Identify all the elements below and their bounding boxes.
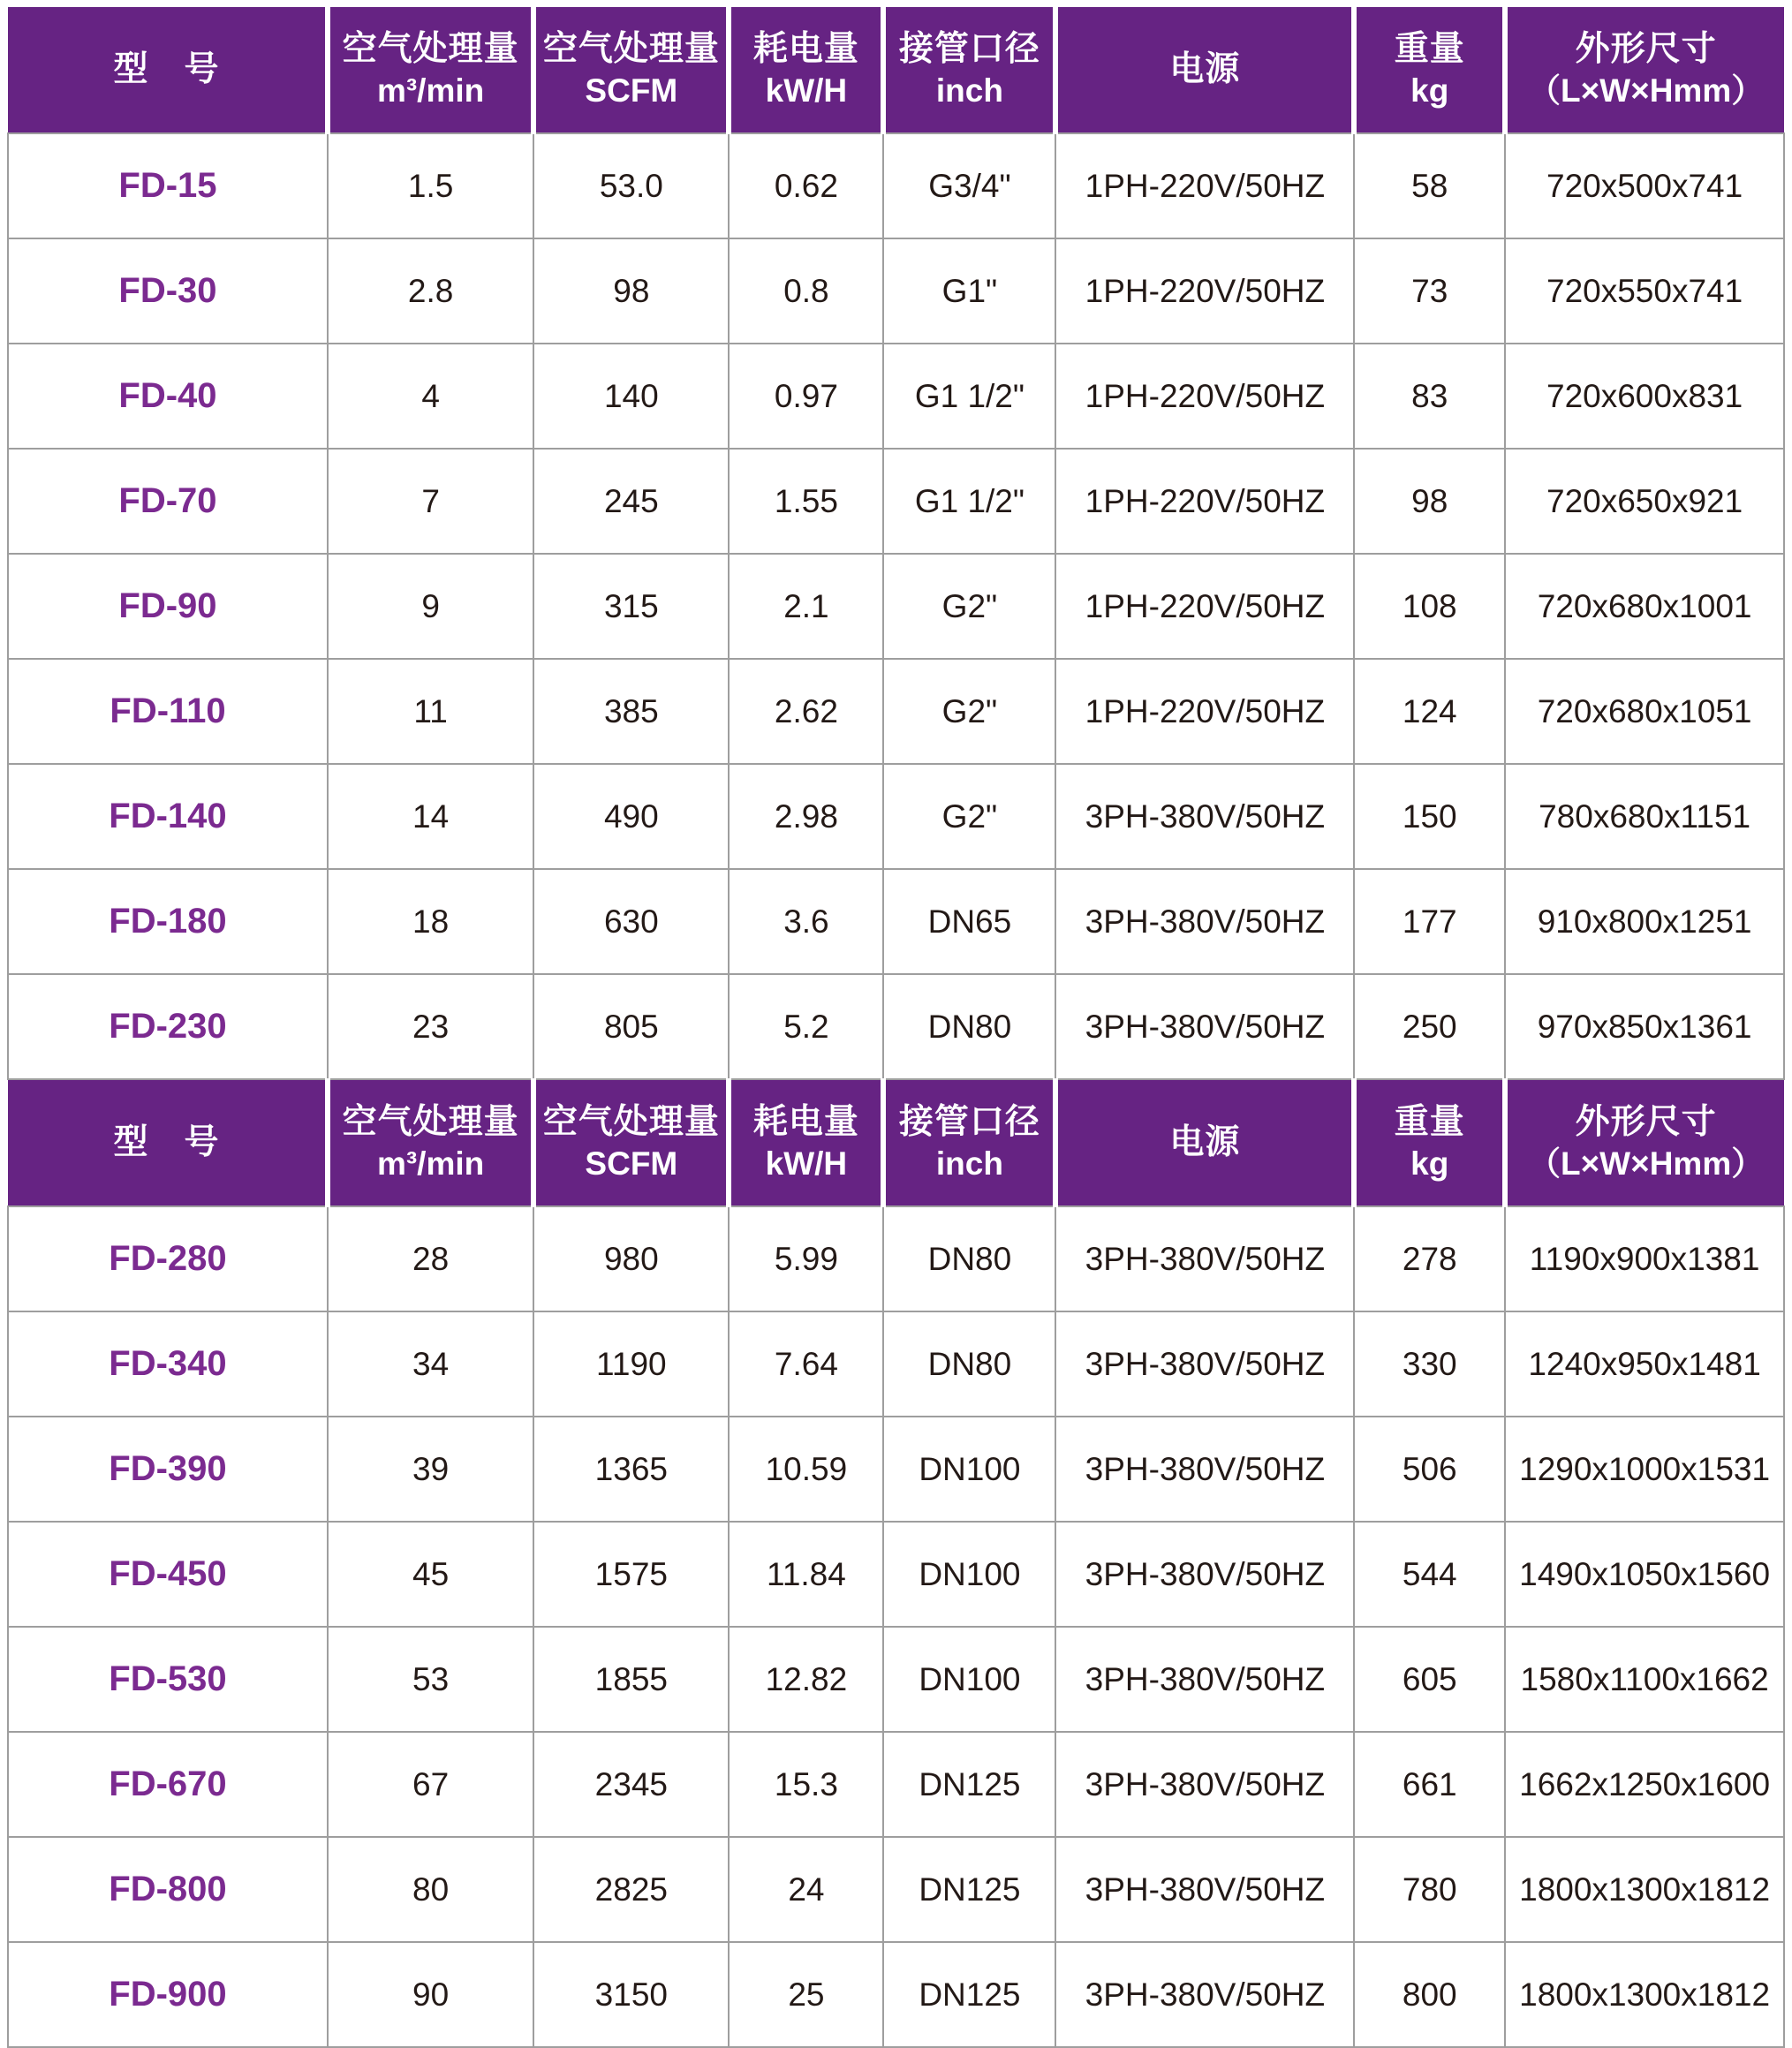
cell-air-flow-scfm: 315	[533, 554, 729, 659]
header-cell-pipe-size	[883, 1079, 1055, 1206]
header-cell-power-supply	[1055, 7, 1354, 133]
cell-dimensions: 1800x1300x1812	[1505, 1942, 1784, 2047]
cell-weight: 83	[1354, 344, 1505, 449]
table-row	[8, 1732, 1784, 1837]
table-row	[8, 238, 1784, 344]
header-unit-label: inch	[935, 1145, 1003, 1183]
cell-model: FD-15	[8, 133, 328, 238]
header-unit-label: m³/min	[376, 1145, 485, 1183]
cell-power-consumption: 7.64	[729, 1311, 883, 1417]
cell-dimensions: 780x680x1151	[1505, 764, 1784, 869]
cell-weight: 250	[1354, 974, 1505, 1079]
table-row	[8, 1417, 1784, 1522]
cell-dimensions: 1240x950x1481	[1505, 1311, 1784, 1417]
cell-dimensions: 1190x900x1381	[1505, 1206, 1784, 1311]
cell-air-flow-scfm: 980	[533, 1206, 729, 1311]
cell-weight: 150	[1354, 764, 1505, 869]
cell-power-consumption: 2.62	[729, 659, 883, 764]
header-cell-power-consumption	[729, 1079, 883, 1206]
cell-power-supply: 3PH-380V/50HZ	[1055, 869, 1354, 974]
header-cell-dimensions	[1505, 7, 1784, 133]
cell-dimensions: 720x680x1051	[1505, 659, 1784, 764]
cell-model: FD-180	[8, 869, 328, 974]
cell-pipe-size: DN100	[883, 1522, 1055, 1627]
header-label: 耗电量	[752, 1102, 859, 1141]
cell-weight: 278	[1354, 1206, 1505, 1311]
cell-pipe-size: DN65	[883, 869, 1055, 974]
table-row	[8, 974, 1784, 1079]
cell-air-flow-m3min: 4	[328, 344, 533, 449]
cell-model: FD-900	[8, 1942, 328, 2047]
cell-model: FD-230	[8, 974, 328, 1079]
header-row	[8, 7, 1784, 133]
cell-power-supply: 1PH-220V/50HZ	[1055, 554, 1354, 659]
cell-power-consumption: 5.99	[729, 1206, 883, 1311]
header-unit-label: m³/min	[376, 72, 485, 110]
cell-air-flow-m3min: 53	[328, 1627, 533, 1732]
cell-weight: 58	[1354, 133, 1505, 238]
cell-air-flow-m3min: 45	[328, 1522, 533, 1627]
cell-pipe-size: DN80	[883, 974, 1055, 1079]
cell-air-flow-scfm: 3150	[533, 1942, 729, 2047]
cell-air-flow-m3min: 7	[328, 449, 533, 554]
header-row	[8, 1079, 1784, 1206]
header-cell-weight	[1354, 1079, 1505, 1206]
cell-model: FD-670	[8, 1732, 328, 1837]
cell-air-flow-scfm: 2345	[533, 1732, 729, 1837]
table-row	[8, 554, 1784, 659]
cell-model: FD-800	[8, 1837, 328, 1942]
cell-power-consumption: 2.1	[729, 554, 883, 659]
header-unit-label: kg	[1410, 72, 1449, 110]
cell-dimensions: 720x650x921	[1505, 449, 1784, 554]
cell-power-consumption: 0.97	[729, 344, 883, 449]
cell-weight: 661	[1354, 1732, 1505, 1837]
cell-air-flow-scfm: 490	[533, 764, 729, 869]
cell-power-supply: 3PH-380V/50HZ	[1055, 1417, 1354, 1522]
cell-air-flow-scfm: 245	[533, 449, 729, 554]
cell-dimensions: 1800x1300x1812	[1505, 1837, 1784, 1942]
cell-model: FD-90	[8, 554, 328, 659]
cell-model: FD-140	[8, 764, 328, 869]
cell-weight: 800	[1354, 1942, 1505, 2047]
cell-power-consumption: 2.98	[729, 764, 883, 869]
header-label: 空气处理量	[342, 1102, 519, 1141]
table-row	[8, 1942, 1784, 2047]
header-label: 型 号	[113, 1122, 220, 1161]
cell-pipe-size: DN125	[883, 1942, 1055, 2047]
cell-power-supply: 3PH-380V/50HZ	[1055, 764, 1354, 869]
table-row	[8, 1837, 1784, 1942]
header-unit-label: （L×W×Hmm）	[1527, 72, 1765, 110]
cell-power-supply: 1PH-220V/50HZ	[1055, 133, 1354, 238]
cell-pipe-size: DN80	[883, 1206, 1055, 1311]
cell-pipe-size: G2"	[883, 659, 1055, 764]
cell-power-supply: 3PH-380V/50HZ	[1055, 1942, 1354, 2047]
cell-weight: 780	[1354, 1837, 1505, 1942]
cell-power-consumption: 0.62	[729, 133, 883, 238]
header-cell-dimensions	[1505, 1079, 1784, 1206]
cell-power-supply: 1PH-220V/50HZ	[1055, 449, 1354, 554]
header-unit-label: SCFM	[585, 1145, 678, 1183]
cell-air-flow-m3min: 28	[328, 1206, 533, 1311]
cell-dimensions: 720x680x1001	[1505, 554, 1784, 659]
table-row	[8, 659, 1784, 764]
header-cell-air-flow-m3min	[328, 7, 533, 133]
header-label: 电源	[1169, 1122, 1241, 1161]
cell-air-flow-scfm: 140	[533, 344, 729, 449]
cell-power-supply: 3PH-380V/50HZ	[1055, 1837, 1354, 1942]
cell-power-supply: 1PH-220V/50HZ	[1055, 238, 1354, 344]
header-label: 外形尺寸	[1575, 29, 1717, 68]
cell-pipe-size: G1"	[883, 238, 1055, 344]
cell-model: FD-450	[8, 1522, 328, 1627]
header-label: 型 号	[113, 49, 220, 88]
header-cell-air-flow-m3min	[328, 1079, 533, 1206]
header-cell-power-consumption	[729, 7, 883, 133]
table-row	[8, 764, 1784, 869]
cell-air-flow-scfm: 385	[533, 659, 729, 764]
cell-model: FD-40	[8, 344, 328, 449]
cell-air-flow-scfm: 1190	[533, 1311, 729, 1417]
cell-air-flow-scfm: 1365	[533, 1417, 729, 1522]
cell-air-flow-scfm: 805	[533, 974, 729, 1079]
table-row	[8, 1206, 1784, 1311]
cell-power-supply: 3PH-380V/50HZ	[1055, 1732, 1354, 1837]
cell-air-flow-m3min: 23	[328, 974, 533, 1079]
cell-power-consumption: 5.2	[729, 974, 883, 1079]
cell-model: FD-30	[8, 238, 328, 344]
header-cell-model	[8, 1079, 328, 1206]
cell-dimensions: 720x600x831	[1505, 344, 1784, 449]
header-label: 接管口径	[898, 29, 1040, 68]
table-row	[8, 869, 1784, 974]
header-unit-label: kW/H	[765, 1145, 848, 1183]
cell-power-consumption: 0.8	[729, 238, 883, 344]
cell-power-consumption: 24	[729, 1837, 883, 1942]
cell-power-supply: 3PH-380V/50HZ	[1055, 1311, 1354, 1417]
header-cell-air-flow-scfm	[533, 1079, 729, 1206]
cell-dimensions: 1580x1100x1662	[1505, 1627, 1784, 1732]
table-row	[8, 1627, 1784, 1732]
cell-power-supply: 3PH-380V/50HZ	[1055, 1627, 1354, 1732]
table-row	[8, 344, 1784, 449]
cell-model: FD-340	[8, 1311, 328, 1417]
cell-power-consumption: 25	[729, 1942, 883, 2047]
cell-dimensions: 1490x1050x1560	[1505, 1522, 1784, 1627]
cell-dimensions: 910x800x1251	[1505, 869, 1784, 974]
cell-air-flow-m3min: 18	[328, 869, 533, 974]
cell-power-consumption: 11.84	[729, 1522, 883, 1627]
header-unit-label: kW/H	[765, 72, 848, 110]
cell-power-consumption: 10.59	[729, 1417, 883, 1522]
cell-pipe-size: DN125	[883, 1837, 1055, 1942]
cell-pipe-size: G1 1/2"	[883, 449, 1055, 554]
cell-weight: 330	[1354, 1311, 1505, 1417]
cell-power-consumption: 3.6	[729, 869, 883, 974]
cell-power-supply: 3PH-380V/50HZ	[1055, 1206, 1354, 1311]
cell-air-flow-m3min: 11	[328, 659, 533, 764]
cell-air-flow-m3min: 39	[328, 1417, 533, 1522]
cell-weight: 605	[1354, 1627, 1505, 1732]
cell-air-flow-m3min: 34	[328, 1311, 533, 1417]
header-label: 空气处理量	[542, 29, 720, 68]
header-label: 电源	[1169, 49, 1241, 88]
cell-model: FD-110	[8, 659, 328, 764]
cell-dimensions: 720x500x741	[1505, 133, 1784, 238]
cell-dimensions: 720x550x741	[1505, 238, 1784, 344]
cell-model: FD-390	[8, 1417, 328, 1522]
cell-air-flow-m3min: 2.8	[328, 238, 533, 344]
cell-pipe-size: DN80	[883, 1311, 1055, 1417]
cell-power-consumption: 1.55	[729, 449, 883, 554]
header-label: 耗电量	[752, 29, 859, 68]
header-cell-weight	[1354, 7, 1505, 133]
cell-power-supply: 3PH-380V/50HZ	[1055, 1522, 1354, 1627]
cell-weight: 73	[1354, 238, 1505, 344]
cell-pipe-size: G2"	[883, 764, 1055, 869]
table-row	[8, 1311, 1784, 1417]
cell-power-supply: 1PH-220V/50HZ	[1055, 659, 1354, 764]
cell-weight: 544	[1354, 1522, 1505, 1627]
header-cell-power-supply	[1055, 1079, 1354, 1206]
cell-pipe-size: DN100	[883, 1417, 1055, 1522]
cell-weight: 108	[1354, 554, 1505, 659]
cell-pipe-size: G2"	[883, 554, 1055, 659]
cell-air-flow-m3min: 1.5	[328, 133, 533, 238]
header-label: 重量	[1394, 29, 1465, 68]
header-cell-pipe-size	[883, 7, 1055, 133]
cell-pipe-size: G1 1/2"	[883, 344, 1055, 449]
cell-power-supply: 1PH-220V/50HZ	[1055, 344, 1354, 449]
cell-air-flow-m3min: 67	[328, 1732, 533, 1837]
header-unit-label: inch	[935, 72, 1003, 110]
cell-pipe-size: DN100	[883, 1627, 1055, 1732]
cell-air-flow-scfm: 2825	[533, 1837, 729, 1942]
cell-dimensions: 1290x1000x1531	[1505, 1417, 1784, 1522]
table-row	[8, 133, 1784, 238]
cell-air-flow-scfm: 1855	[533, 1627, 729, 1732]
cell-dimensions: 1662x1250x1600	[1505, 1732, 1784, 1837]
header-cell-air-flow-scfm	[533, 7, 729, 133]
table-row	[8, 1522, 1784, 1627]
cell-power-consumption: 12.82	[729, 1627, 883, 1732]
header-unit-label: （L×W×Hmm）	[1527, 1145, 1765, 1183]
cell-air-flow-m3min: 9	[328, 554, 533, 659]
cell-power-consumption: 15.3	[729, 1732, 883, 1837]
cell-model: FD-70	[8, 449, 328, 554]
header-label: 重量	[1394, 1102, 1465, 1141]
header-label: 接管口径	[898, 1102, 1040, 1141]
cell-pipe-size: DN125	[883, 1732, 1055, 1837]
header-unit-label: SCFM	[585, 72, 678, 110]
cell-air-flow-m3min: 80	[328, 1837, 533, 1942]
cell-air-flow-scfm: 53.0	[533, 133, 729, 238]
cell-model: FD-530	[8, 1627, 328, 1732]
header-cell-model	[8, 7, 328, 133]
cell-model: FD-280	[8, 1206, 328, 1311]
cell-air-flow-scfm: 1575	[533, 1522, 729, 1627]
cell-air-flow-scfm: 98	[533, 238, 729, 344]
header-label: 空气处理量	[342, 29, 519, 68]
spec-table	[7, 7, 1785, 2048]
cell-air-flow-m3min: 14	[328, 764, 533, 869]
cell-weight: 506	[1354, 1417, 1505, 1522]
cell-power-supply: 3PH-380V/50HZ	[1055, 974, 1354, 1079]
header-unit-label: kg	[1410, 1145, 1449, 1183]
cell-weight: 98	[1354, 449, 1505, 554]
cell-dimensions: 970x850x1361	[1505, 974, 1784, 1079]
cell-air-flow-scfm: 630	[533, 869, 729, 974]
cell-weight: 124	[1354, 659, 1505, 764]
header-label: 外形尺寸	[1575, 1102, 1717, 1141]
table-row	[8, 449, 1784, 554]
header-label: 空气处理量	[542, 1102, 720, 1141]
cell-weight: 177	[1354, 869, 1505, 974]
cell-air-flow-m3min: 90	[328, 1942, 533, 2047]
cell-pipe-size: G3/4"	[883, 133, 1055, 238]
